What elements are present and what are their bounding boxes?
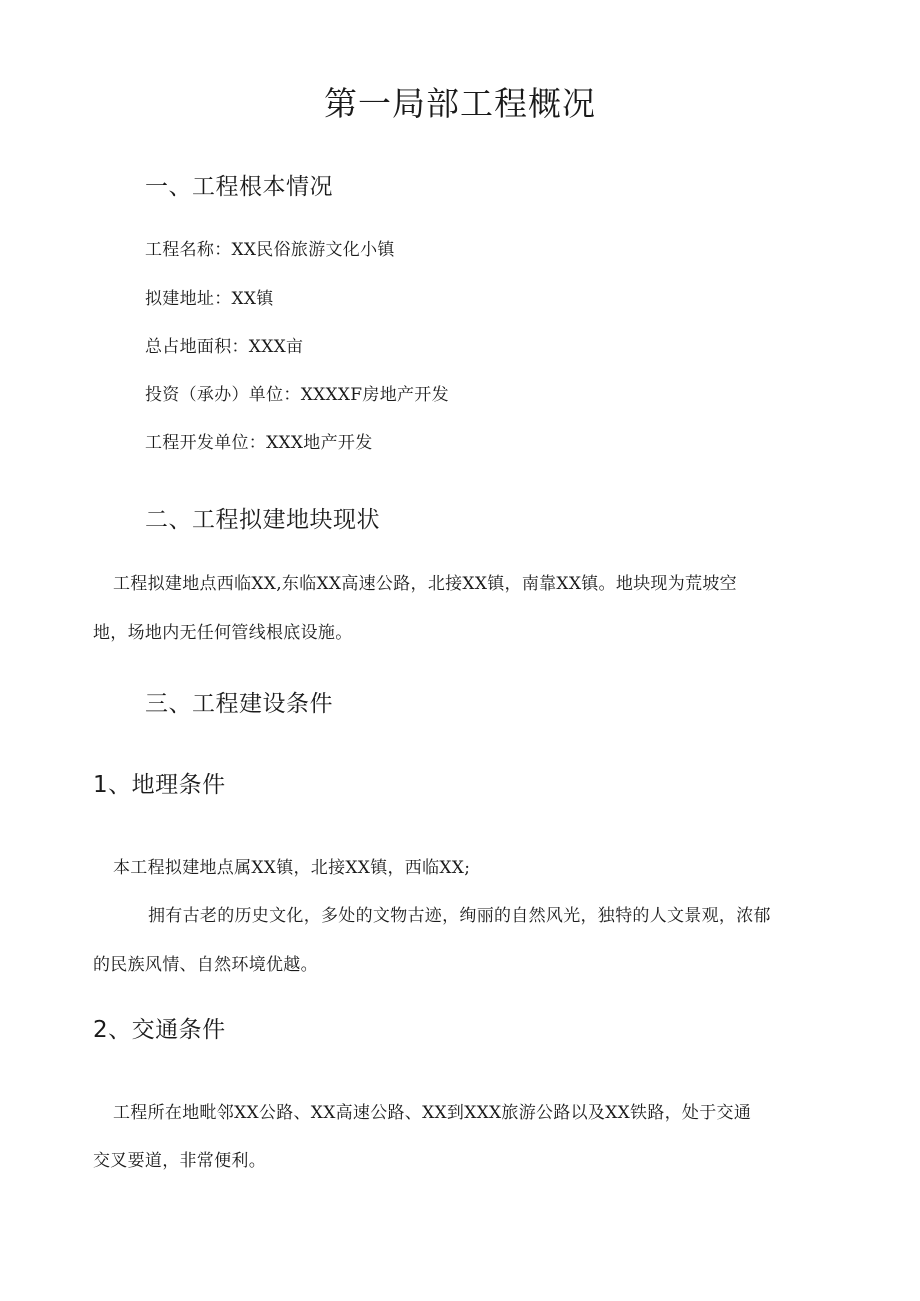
info-developer: 工程开发单位：XXX地产开发 (145, 433, 373, 453)
geography-paragraph-1: 本工程拟建地点属XX镇，北接XX镇，西临XX; (113, 858, 471, 878)
transport-paragraph-line-1: 工程所在地毗邻XX公路、XX高速公路、XX到XXX旅游公路以及XX铁路，处于交通 (113, 1103, 752, 1123)
info-project-name: 工程名称：XX民俗旅游文化小镇 (145, 240, 395, 260)
site-status-paragraph-line-2: 地，场地内无任何管线根底设施。 (93, 623, 353, 643)
geography-paragraph-2-line-1: 拥有古老的历史文化，多处的文物古迹，绚丽的自然风光，独特的人文景观，浓郁 (148, 906, 771, 926)
geography-paragraph-2-line-2: 的民族风情、自然环境优越。 (93, 955, 318, 975)
info-investor: 投资（承办）单位：XXXXF房地产开发 (145, 385, 449, 405)
site-status-paragraph-line-1: 工程拟建地点西临XX,东临XX高速公路，北接XX镇，南靠XX镇。地块现为荒坡空 (113, 574, 737, 594)
subsection-heading-transport: 2、交通条件 (93, 1017, 226, 1043)
section-heading-construction-conditions: 三、工程建设条件 (145, 691, 333, 717)
section-heading-basic-info: 一、工程根本情况 (145, 174, 333, 200)
info-site-address: 拟建地址：XX镇 (145, 289, 274, 309)
subsection-heading-geography: 1、地理条件 (93, 772, 226, 798)
transport-paragraph-line-2: 交叉要道，非常便利。 (93, 1151, 266, 1171)
page-title: 第一局部工程概况 (324, 84, 596, 123)
info-total-area: 总占地面积：XXX亩 (145, 337, 304, 357)
section-heading-site-status: 二、工程拟建地块现状 (145, 507, 380, 533)
